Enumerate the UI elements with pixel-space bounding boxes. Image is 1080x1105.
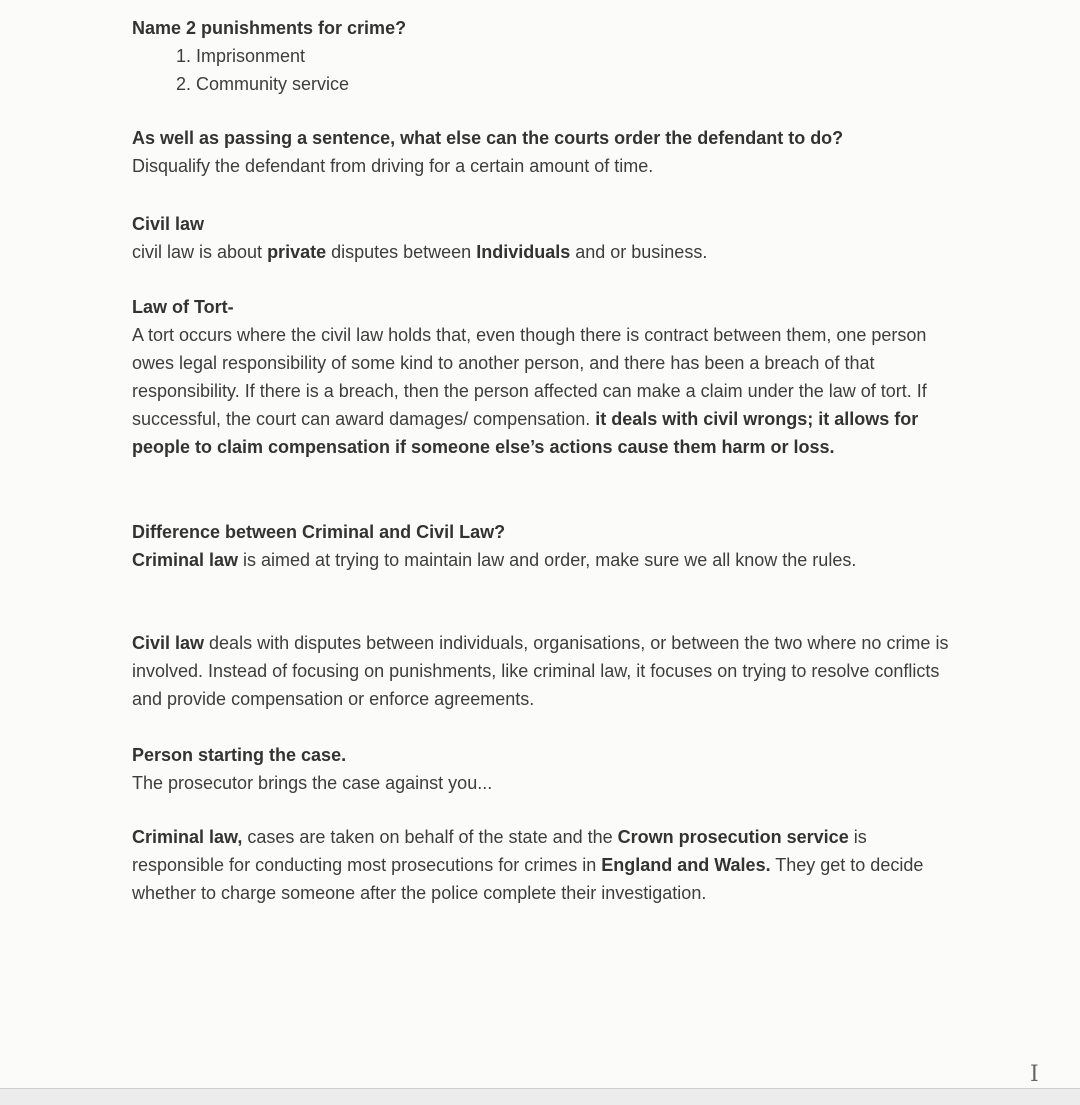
section-punishments bbox=[132, 14, 962, 98]
text: deals with disputes between individuals, organisations, or between the two where no crime is involved. Instead of focusing on punishments, like criminal law, it focuses on trying to resolve conflicts and provide compensation or enforce agreements. bbox=[132, 633, 949, 709]
bold-text: it deals with civil wrongs; it allows for people to claim compensation if someone else’s actions cause them harm or loss. bbox=[132, 409, 919, 457]
section-criminal-law bbox=[132, 823, 932, 907]
heading: Person starting the case. bbox=[132, 745, 347, 765]
section-civil-law bbox=[132, 210, 962, 266]
answer: Disqualify the defendant from driving for a certain amount of time. bbox=[132, 156, 654, 176]
list-item: 2. Community service bbox=[196, 70, 962, 98]
heading: Law of Tort- bbox=[132, 297, 234, 317]
text: is responsible for conducting most prosecutions for crimes in bbox=[132, 827, 867, 875]
bold-text: Crown prosecution service bbox=[617, 827, 849, 847]
text: A tort occurs where the civil law holds that, even though there is contract between them, one person owes legal responsibility of some kind to another person, and there has been a breach of that responsibility. If there is a breach, then the person affected can make a claim under the law of tort. If successful, the court can award damages/ compensation. bbox=[132, 325, 927, 429]
paragraph: The prosecutor brings the case against you... bbox=[132, 773, 493, 793]
text: disputes between bbox=[326, 242, 477, 262]
text: and or business. bbox=[570, 242, 708, 262]
list-item: 1. Imprisonment bbox=[196, 42, 962, 70]
paragraph bbox=[132, 823, 932, 907]
paragraph bbox=[132, 546, 922, 574]
text-cursor-icon: I bbox=[1030, 1062, 1039, 1087]
section-tort bbox=[132, 293, 952, 461]
page-bottom-edge bbox=[0, 1088, 1080, 1105]
paragraph bbox=[132, 321, 952, 461]
text: is aimed at trying to maintain law and order, make sure we all know the rules. bbox=[238, 550, 857, 570]
paragraph bbox=[132, 238, 962, 266]
bold-text: England and Wales. bbox=[601, 855, 771, 875]
bold-text: Criminal law bbox=[132, 550, 239, 570]
heading: Difference between Criminal and Civil Law? bbox=[132, 522, 506, 542]
text: civil law is about bbox=[132, 242, 268, 262]
section-civil-law-deals bbox=[132, 629, 952, 713]
heading: Name 2 punishments for crime? bbox=[132, 18, 407, 38]
punishment-list bbox=[132, 42, 962, 98]
section-person-starting bbox=[132, 741, 962, 797]
text: cases are taken on behalf of the state and the bbox=[242, 827, 618, 847]
section-court-orders bbox=[132, 124, 992, 180]
bold-text: Individuals bbox=[476, 242, 571, 262]
heading: Civil law bbox=[132, 214, 205, 234]
paragraph bbox=[132, 629, 952, 713]
bold-text: private bbox=[267, 242, 327, 262]
section-difference bbox=[132, 518, 922, 574]
text: They get to decide whether to charge someone after the police complete their investigation. bbox=[132, 855, 924, 903]
bold-text: Criminal law, bbox=[132, 827, 243, 847]
heading: As well as passing a sentence, what else can the courts order the defendant to do? bbox=[132, 128, 844, 148]
bold-text: Civil law bbox=[132, 633, 205, 653]
